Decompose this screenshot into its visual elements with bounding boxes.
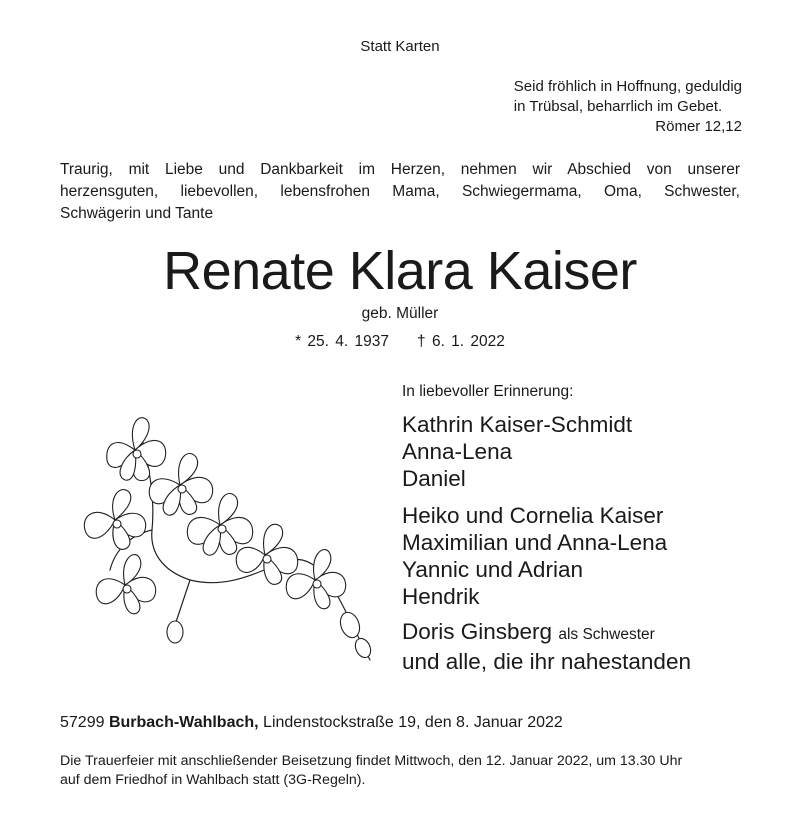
death-date: † 6. 1. 2022 [417, 333, 505, 350]
mourner-name: Daniel [402, 466, 466, 491]
life-dates [0, 333, 800, 351]
memory-label: In liebevoller Erinnerung: [402, 383, 574, 400]
orchid-illustration [60, 410, 380, 672]
address-line [60, 714, 563, 732]
mourner-name: Yannic und Adrian [402, 557, 583, 582]
sister-name: Doris Ginsberg [402, 619, 553, 644]
verse-line-2: in Trübsal, beharrlich im Gebet. [513, 98, 723, 115]
mourner-sister [402, 618, 655, 648]
intro-line-1: Traurig, mit Liebe und Dankbarkeit im Herzen, nehmen wir Abschied von unserer [60, 161, 740, 178]
header-statt-karten: Statt Karten [360, 38, 440, 55]
birth-name: geb. Müller [361, 305, 439, 322]
mourner-closing: und alle, die ihr nahestanden [402, 649, 691, 674]
deceased-name: Renate Klara Kaiser [163, 241, 637, 301]
mourner-name: Anna-Lena [402, 439, 513, 464]
postcode: 57299 [60, 714, 105, 731]
intro-line-2: herzensguten, liebevollen, lebensfrohen Mama, Schwiegermama, Oma, Schwester, [60, 183, 740, 200]
town: Burbach-Wahlbach, [108, 714, 259, 731]
mourner-name: Heiko und Cornelia Kaiser [402, 503, 664, 528]
intro-text [60, 159, 740, 225]
verse-reference: Römer 12,12 [655, 118, 742, 135]
mourner-name: Maximilian und Anna-Lena [402, 530, 668, 555]
verse-line-1: Seid fröhlich in Hoffnung, geduldig [513, 78, 742, 95]
birth-date: * 25. 4. 1937 [295, 333, 390, 350]
mourner-group-2 [402, 502, 667, 610]
sister-suffix: als Schwester [558, 626, 655, 643]
mourner-name: Kathrin Kaiser-Schmidt [402, 412, 633, 437]
mourner-name: Hendrik [402, 584, 480, 609]
address-rest: Lindenstockstraße 19, den 8. Januar 2022 [263, 714, 563, 731]
bible-verse [514, 77, 742, 137]
notice-line-2: auf dem Friedhof in Wahlbach statt (3G-Regeln). [60, 772, 366, 788]
intro-line-3: Schwägerin und Tante [60, 205, 214, 222]
notice-line-1: Die Trauerfeier mit anschließender Beisetzung findet Mittwoch, den 12. Januar 2022, um 13.30 Uhr [60, 753, 683, 769]
mourner-group-1 [402, 411, 632, 492]
funeral-notice [60, 752, 750, 790]
